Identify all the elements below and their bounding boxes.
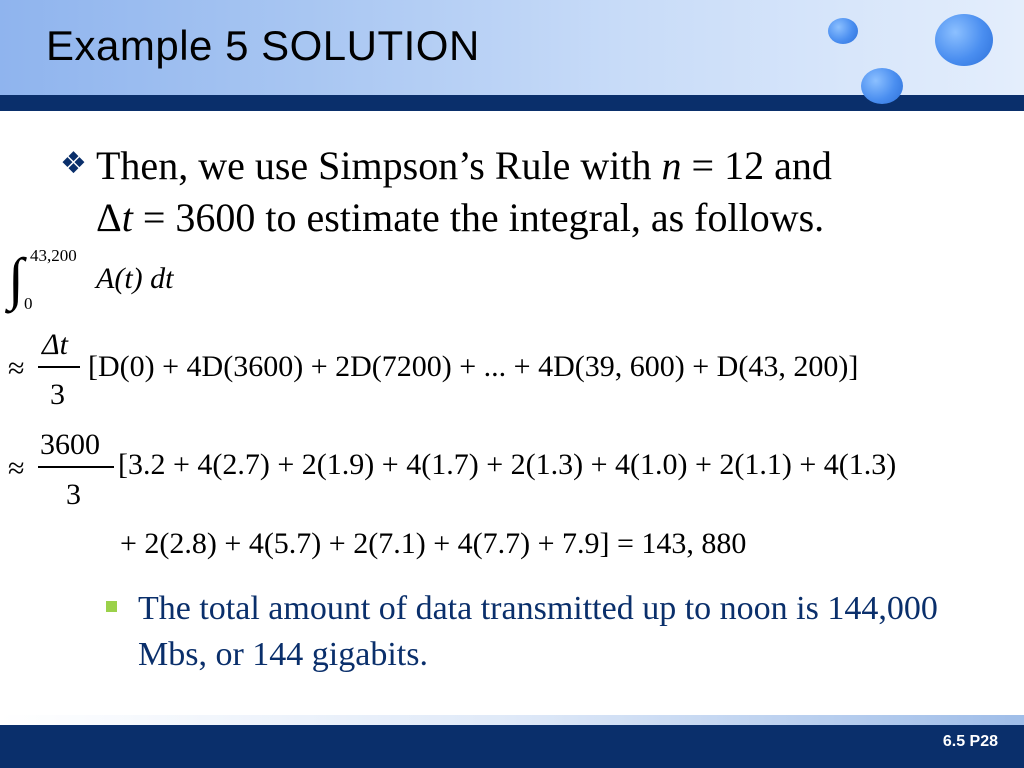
numeric-expression-line: [3.2 + 4(2.7) + 2(1.9) + 4(1.7) + 2(1.3) + 4(1.0) + 2(1.1) + 4(1.3) (118, 448, 897, 481)
fraction-bar (38, 466, 114, 468)
diamond-bullet-icon: ❖ (60, 146, 87, 181)
fraction-numerator: Δt (42, 328, 68, 361)
fraction-denominator: 3 (66, 478, 81, 511)
bubble-decoration-icon (861, 68, 903, 104)
footer-bar (0, 725, 1024, 768)
fraction-denominator: 3 (50, 378, 65, 411)
integral-sign: ∫ (8, 246, 24, 311)
square-bullet-icon (106, 601, 117, 612)
fraction-bar (38, 366, 80, 368)
simpson-expression-line: [D(0) + 4D(3600) + 2D(7200) + ... + 4D(39, 600) + D(43, 200)] (88, 350, 859, 383)
approx-symbol: ≈ (8, 452, 25, 485)
bubble-decoration-icon (935, 14, 993, 66)
integrand: A(t) dt (96, 262, 174, 295)
sub-bullet-text: The total amount of data transmitted up to noon is 144,000 Mbs, or 144 gigabits. (138, 590, 938, 673)
integral-upper-limit: 43,200 (30, 246, 77, 265)
sub-bullet (106, 586, 986, 678)
page-number: 6.5 P28 (942, 733, 998, 750)
main-bullet-text: Then, we use Simpson’s Rule with n = 12 and Δt = 3600 to estimate the integral, as follows. (96, 143, 832, 240)
numeric-expression-line: + 2(2.8) + 4(5.7) + 2(7.1) + 4(7.7) + 7.9] = 143, 880 (120, 527, 747, 560)
approx-symbol: ≈ (8, 352, 25, 385)
integral-lower-limit: 0 (24, 294, 33, 313)
main-bullet (60, 140, 1000, 244)
fraction-numerator: 3600 (40, 428, 100, 461)
bubble-decoration-icon (828, 18, 858, 44)
slide-title: Example 5 SOLUTION (46, 22, 480, 69)
